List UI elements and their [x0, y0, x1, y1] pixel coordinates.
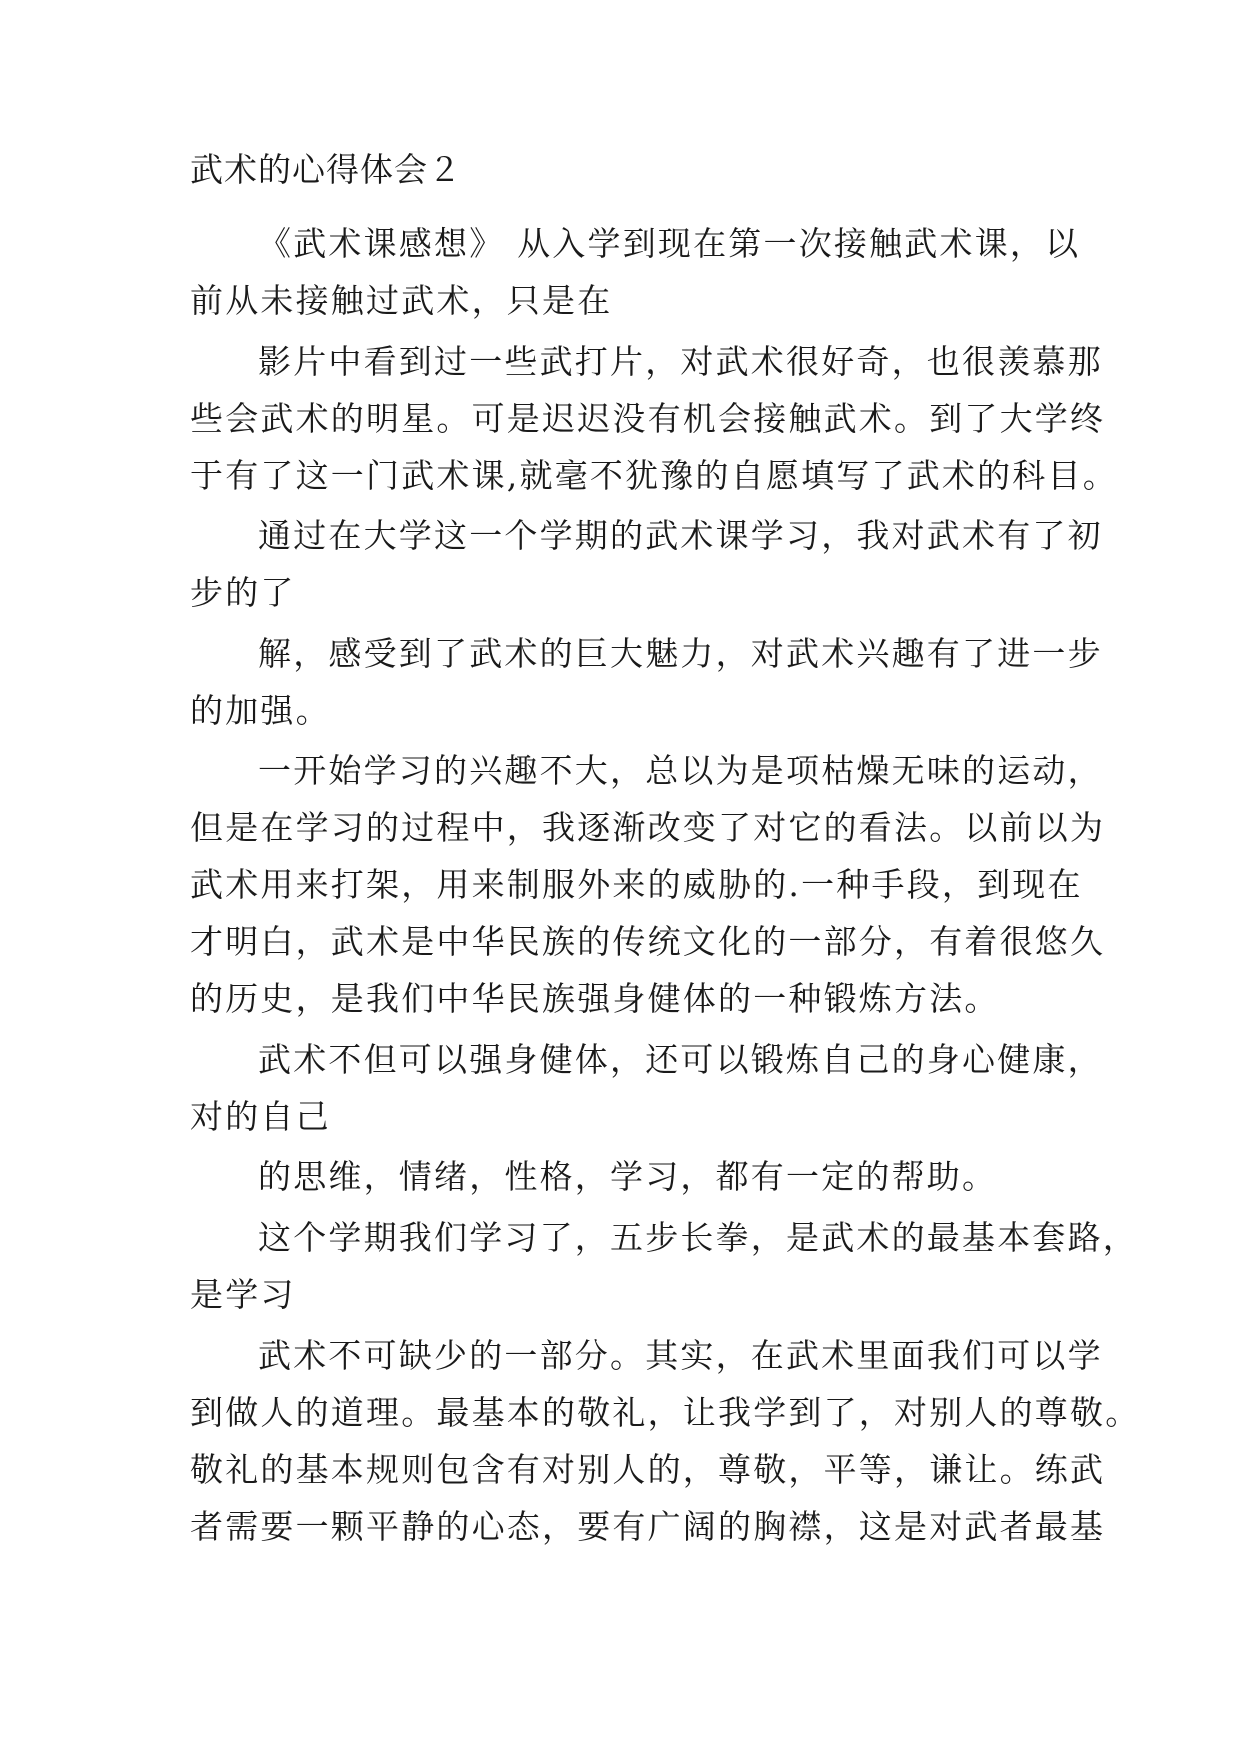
text-line: 于有了这一门武术课,就毫不犹豫的自愿填写了武术的科目。: [190, 456, 1118, 495]
text-line: 些会武术的明星。可是迟迟没有机会接触武术。到了大学终: [190, 399, 1106, 438]
text-line: 解，感受到了武术的巨大魅力，对武术兴趣有了进一步: [258, 634, 1103, 673]
text-line: 敬礼的基本规则包含有对别人的，尊敬，平等，谦让。练武: [190, 1450, 1106, 1489]
text-line: 但是在学习的过程中，我逐渐改变了对它的看法。以前以为: [190, 808, 1106, 847]
text-line: 武术不但可以强身健体，还可以锻炼自己的身心健康，: [258, 1040, 1103, 1079]
text-line: 对的自己: [190, 1097, 331, 1136]
document-title: 武术的心得体会２: [190, 150, 462, 189]
text-line: 影片中看到过一些武打片，对武术很好奇，也很羡慕那: [258, 342, 1103, 381]
text-line: 的加强。: [190, 691, 331, 730]
text-line: 这个学期我们学习了，五步长拳，是武术的最基本套路，: [258, 1218, 1138, 1257]
text-line: 才明白，武术是中华民族的传统文化的一部分，有着很悠久: [190, 922, 1106, 961]
text-line: 是学习: [190, 1275, 296, 1314]
text-line: 前从未接触过武术，只是在: [190, 281, 613, 320]
text-line: 《武术课感想》 从入学到现在第一次接触武术课，以: [258, 224, 1081, 263]
text-line: 一开始学习的兴趣不大，总以为是项枯燥无味的运动，: [258, 751, 1103, 790]
text-line: 武术用来打架，用来制服外来的威胁的.一种手段，到现在: [190, 865, 1083, 904]
text-line: 者需要一颗平静的心态，要有广阔的胸襟，这是对武者最基: [190, 1507, 1106, 1546]
text-line: 通过在大学这一个学期的武术课学习，我对武术有了初: [258, 516, 1103, 555]
text-line: 到做人的道理。最基本的敬礼，让我学到了，对别人的尊敬。: [190, 1393, 1141, 1432]
text-line: 的思维，情绪，性格，学习，都有一定的帮助。: [258, 1157, 998, 1196]
text-line: 步的了: [190, 573, 296, 612]
text-line: 的历史，是我们中华民族强身健体的一种锻炼方法。: [190, 979, 1000, 1018]
text-line: 武术不可缺少的一部分。其实，在武术里面我们可以学: [258, 1336, 1103, 1375]
